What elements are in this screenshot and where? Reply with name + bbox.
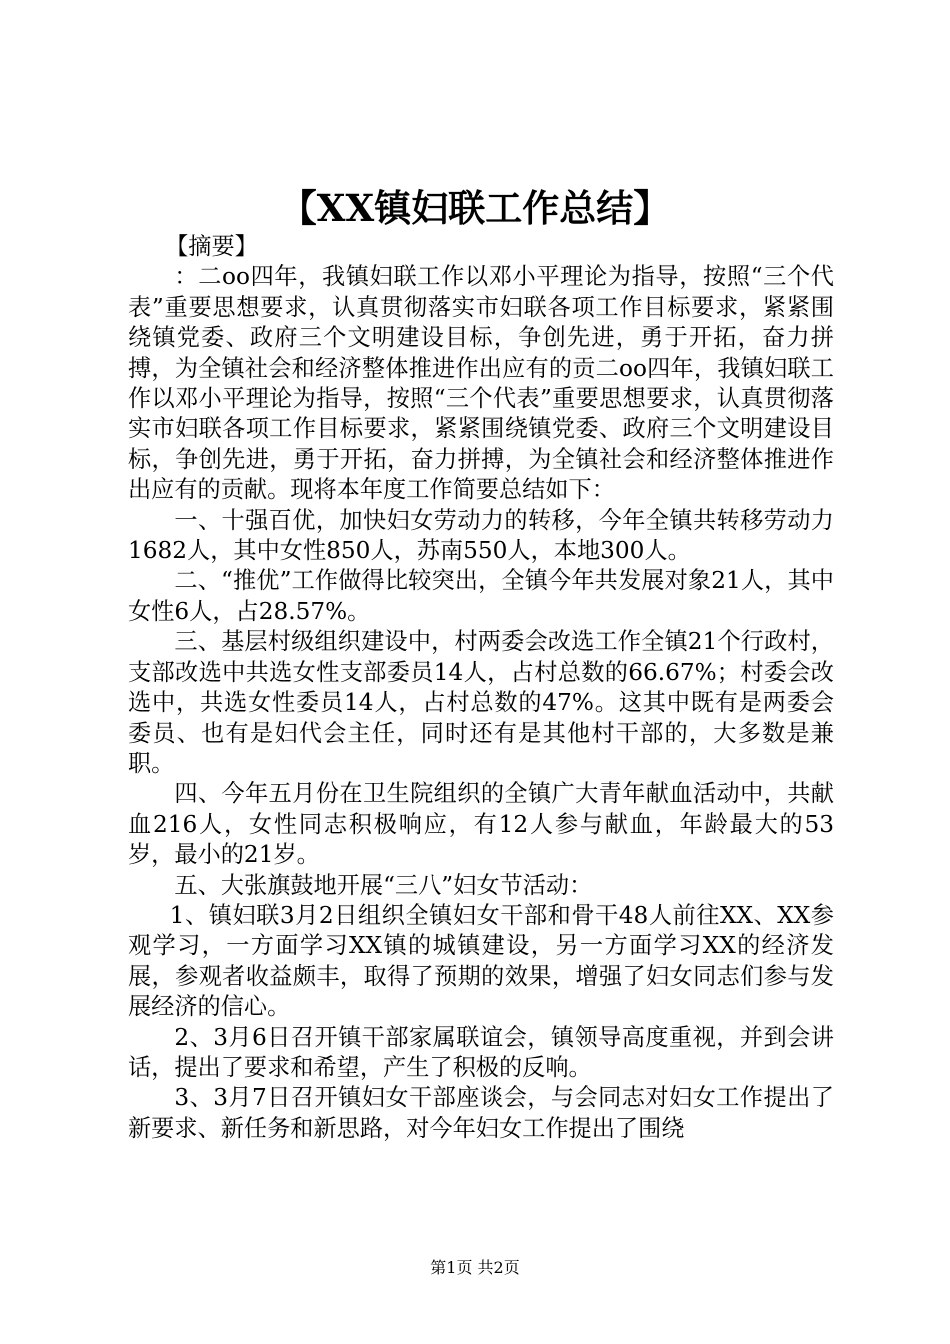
paragraph-3: 三、基层村级组织建设中，村两委会改选工作全镇21个行政村，支部改选中共选女性支部委员14人，占村总数的66.67%；村委会改选中，共选女性委员14人，占村总数的47%。这其中既有是两委会委员、也有是妇代会主任，同时还有是其他村干部的，大多数是兼职。 bbox=[128, 628, 834, 777]
paragraph-5: 五、大张旗鼓地开展“三八”妇女节活动： bbox=[174, 871, 593, 899]
paragraph-abstract: ：二oo四年，我镇妇联工作以邓小平理论为指导，按照“三个代表”重要思想要求，认真贯彻落实市妇联各项工作目标要求，紧紧围绕镇党委、政府三个文明建设目标，争创先进，勇于开拓，奋力拼搏，为全镇社会和经济整体推进作出应有的贡二oo四年，我镇妇联工作以邓小平理论为指导，按照“三个代表”重要思想要求，认真贯彻落实市妇联各项工作目标要求，紧紧围绕镇党委、政府三个文明建设目标，争创先进，勇于开拓，奋力拼搏，为全镇社会和经济整体推进作出应有的贡献。现将本年度工作简要总结如下： bbox=[128, 263, 834, 504]
paragraph-2: 二、“推优”工作做得比较突出，全镇今年共发展对象21人，其中女性6人，占28.57%。 bbox=[128, 567, 834, 625]
paragraph-5-1: 1、镇妇联3月2日组织全镇妇女干部和骨干48人前往XX、XX参观学习，一方面学习XX镇的城镇建设，另一方面学习XX的经济发展，参观者收益颇丰，取得了预期的效果，增强了妇女同志们参与发展经济的信心。 bbox=[128, 901, 834, 1021]
paragraph-5-3: 3、3月7日召开镇妇女干部座谈会，与会同志对妇女工作提出了新要求、新任务和新思路，对今年妇女工作提出了围绕 bbox=[128, 1084, 834, 1142]
paragraph-5-2: 2、3月6日召开镇干部家属联谊会，镇领导高度重视，并到会讲话，提出了要求和希望，产生了积极的反响。 bbox=[128, 1023, 834, 1081]
document-title: 【XX镇妇联工作总结】 bbox=[279, 186, 671, 230]
paragraph-1: 一、十强百优，加快妇女劳动力的转移，今年全镇共转移劳动力1682人，其中女性850人，苏南550人，本地300人。 bbox=[128, 506, 834, 565]
page-footer: 第1页 共2页 bbox=[430, 1258, 520, 1277]
abstract-label: 【摘要】 bbox=[165, 233, 258, 260]
document-body bbox=[128, 232, 834, 1144]
paragraph-4: 四、今年五月份在卫生院组织的全镇广大青年献血活动中，共献血216人，女性同志积极响应，有12人参与献血，年龄最大的53岁，最小的21岁。 bbox=[128, 780, 834, 869]
